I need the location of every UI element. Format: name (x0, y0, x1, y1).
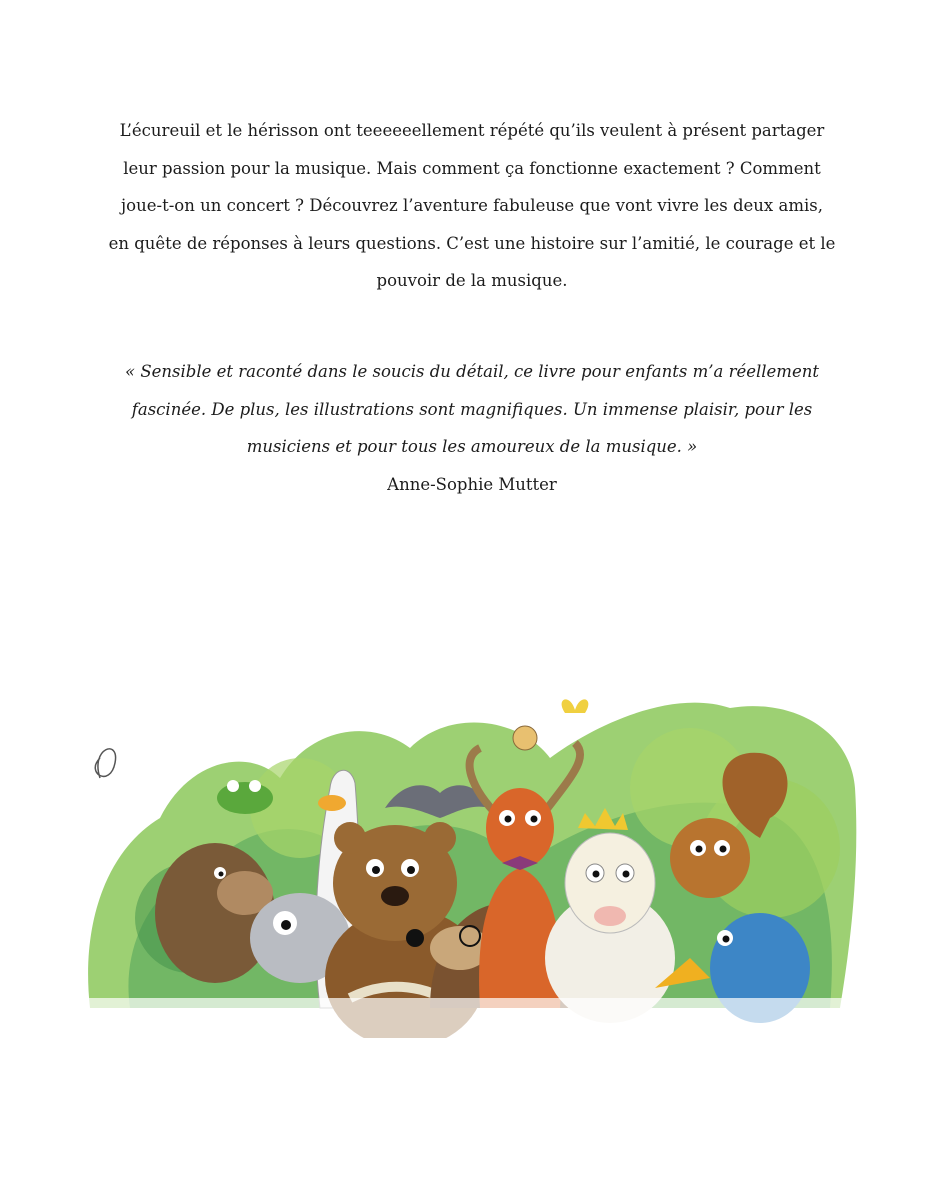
butterfly (562, 699, 589, 713)
summary-line: joue-t-on un concert ? Découvrez l’aventure fabuleuse que vont vivre les deux amis, (121, 196, 823, 215)
quote-line: musiciens et pour tous les amoureux de la musique. » (246, 437, 698, 456)
summary-line: pouvoir de la musique. (376, 271, 568, 290)
quote-line: fascinée. De plus, les illustrations sont magnifiques. Un immense plaisir, pour les (131, 399, 813, 419)
snail (513, 726, 537, 750)
boar (155, 843, 275, 983)
summary-line: en quête de réponses à leurs questions. C’est une histoire sur l’amitié, le courage et le (108, 233, 836, 253)
quote-line: « Sensible et raconté dans le soucis du détail, ce livre pour enfants m’a réellement (125, 362, 819, 381)
summary-line: L’écureuil et le hérisson ont teeeeeellement répété qu’ils veulent à présent partager (119, 121, 825, 140)
book-summary (96, 112, 848, 300)
forest-animals-illustration (70, 668, 860, 1038)
review-quote (96, 353, 848, 466)
quote-author: Anne-Sophie Mutter (387, 475, 557, 494)
summary-line: leur passion pour la musique. Mais comment ça fonctionne exactement ? Comment (123, 158, 821, 178)
